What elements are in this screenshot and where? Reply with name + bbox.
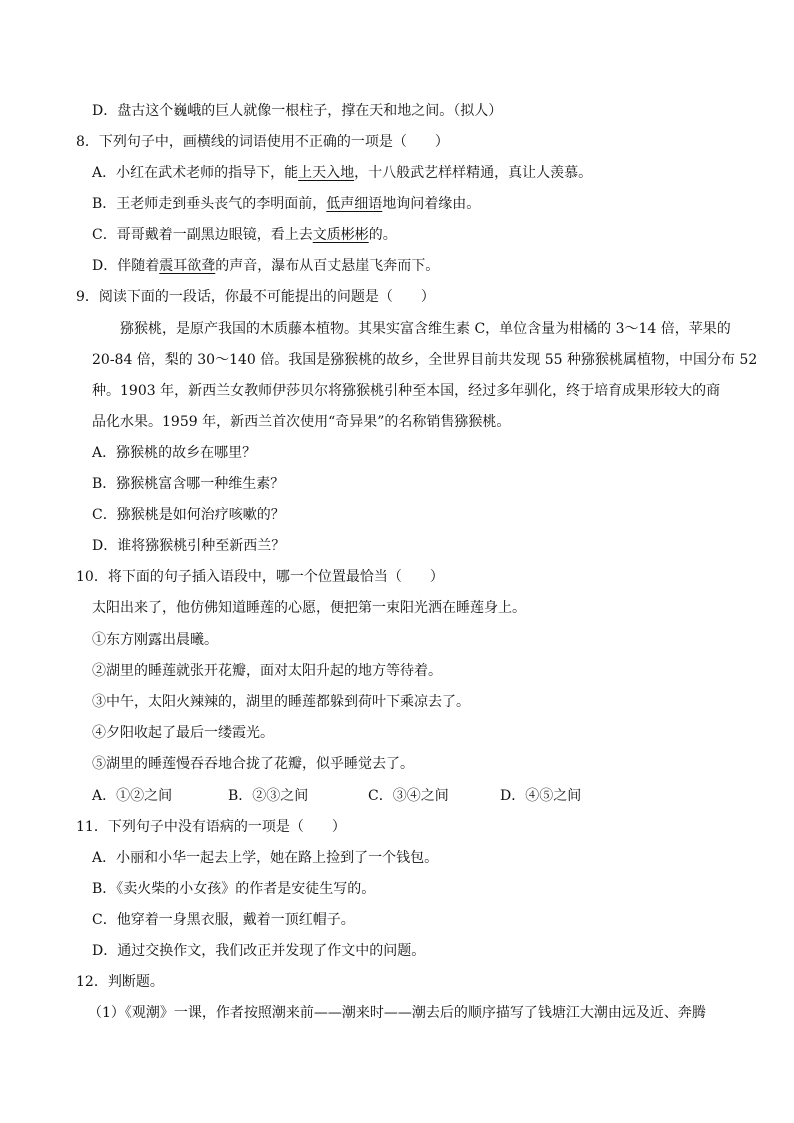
q7-option-d: D．盘古这个巍峨的巨人就像一根柱子，撑在天和地之间。（拟人） <box>92 103 503 119</box>
q10-options-row <box>92 786 581 806</box>
q10-insert-sentence: 太阳出来了，他仿佛知道睡莲的心愿，便把第一束阳光洒在睡莲身上。 <box>92 600 526 616</box>
q8-option-c: C．哥哥戴着一副黑边眼镜，看上去文质彬彬的。 <box>92 227 397 243</box>
q10-sentence-1: ①东方刚露出晨曦。 <box>92 632 218 648</box>
q9-option-b: B．猕猴桃富含哪一种维生素？ <box>92 476 285 492</box>
question-8-stem: 8．下列句子中，画横线的词语使用不正确的一项是（ ） <box>76 134 449 150</box>
question-12-stem: 12．判断题。 <box>76 974 164 990</box>
q9-option-a: A．猕猴桃的故乡在哪里？ <box>92 445 257 461</box>
q12-item-1: （1）《观潮》一课，作者按照潮来前——潮来时——潮去后的顺序描写了钱塘江大潮由远及近、奔腾 <box>88 1005 706 1021</box>
q8-b-underlined-word: 低声细语 <box>326 196 383 212</box>
q9-passage-line-1: 猕猴桃，是原产我国的木质藤本植物。其果实富含维生素 C，单位含量为柑橘的 3～14 倍，苹果的 <box>120 321 731 337</box>
q10-sentence-4: ④夕阳收起了最后一缕霞光。 <box>92 725 274 741</box>
q10-option-d: D．④⑤之间 <box>500 788 582 804</box>
q8-a-underlined-word: 上天入地 <box>298 165 355 181</box>
q9-passage-line-3: 种。1903 年，新西兰女教师伊莎贝尔将猕猴桃引种至本国，经过多年驯化，终于培育成果形较大的商 <box>92 383 721 399</box>
q8-option-a: A．小红在武术老师的指导下，能上天入地，十八般武艺样样精通，真让人羡慕。 <box>92 165 593 181</box>
q8-c-underlined-word: 文质彬彬 <box>312 227 369 243</box>
q10-sentence-3: ③中午，太阳火辣辣的，湖里的睡莲都躲到荷叶下乘凉去了。 <box>92 694 470 710</box>
q9-passage-line-2: 20-84 倍，梨的 30～140 倍。我国是猕猴桃的故乡，全世界目前共发现 55 种猕猴桃属植物，中国分布 52 <box>92 352 758 368</box>
q10-option-a: A．①②之间 <box>92 788 173 804</box>
q11-option-d: D．通过交换作文，我们改正并发现了作文中的问题。 <box>92 943 426 959</box>
q9-option-d: D．谁将猕猴桃引种至新西兰？ <box>92 538 286 554</box>
q9-option-c: C．猕猴桃是如何治疗咳嗽的？ <box>92 507 285 523</box>
question-10-stem: 10．将下面的句子插入语段中，哪一个位置最恰当（ ） <box>76 569 444 585</box>
q10-sentence-2: ②湖里的睡莲就张开花瓣，面对太阳升起的地方等待着。 <box>92 663 442 679</box>
q8-d-underlined-word: 震耳欲聋 <box>159 258 216 274</box>
q11-option-c: C．他穿着一身黑衣服，戴着一顶红帽子。 <box>92 912 355 928</box>
q10-sentence-5: ⑤湖里的睡莲慢吞吞地合拢了花瓣，似乎睡觉去了。 <box>92 756 414 772</box>
q11-option-b: B．《卖火柴的小女孩》的作者是安徒生写的。 <box>92 881 376 897</box>
q10-option-b: B．②③之间 <box>228 788 309 804</box>
q9-passage-line-4: 品化水果。1959 年，新西兰首次使用“奇异果”的名称销售猕猴桃。 <box>92 414 511 430</box>
question-9-stem: 9．阅读下面的一段话，你最不可能提出的问题是（ ） <box>76 289 435 305</box>
question-11-stem: 11．下列句子中没有语病的一项是（ ） <box>76 819 346 835</box>
q10-option-c: C．③④之间 <box>368 788 449 804</box>
q8-option-d: D．伴随着震耳欲聋的声音，瀑布从百丈悬崖飞奔而下。 <box>92 258 440 274</box>
q11-option-a: A．小丽和小华一起去上学，她在路上捡到了一个钱包。 <box>92 850 439 866</box>
q8-option-b: B．王老师走到垂头丧气的李明面前，低声细语地询问着缘由。 <box>92 196 481 212</box>
